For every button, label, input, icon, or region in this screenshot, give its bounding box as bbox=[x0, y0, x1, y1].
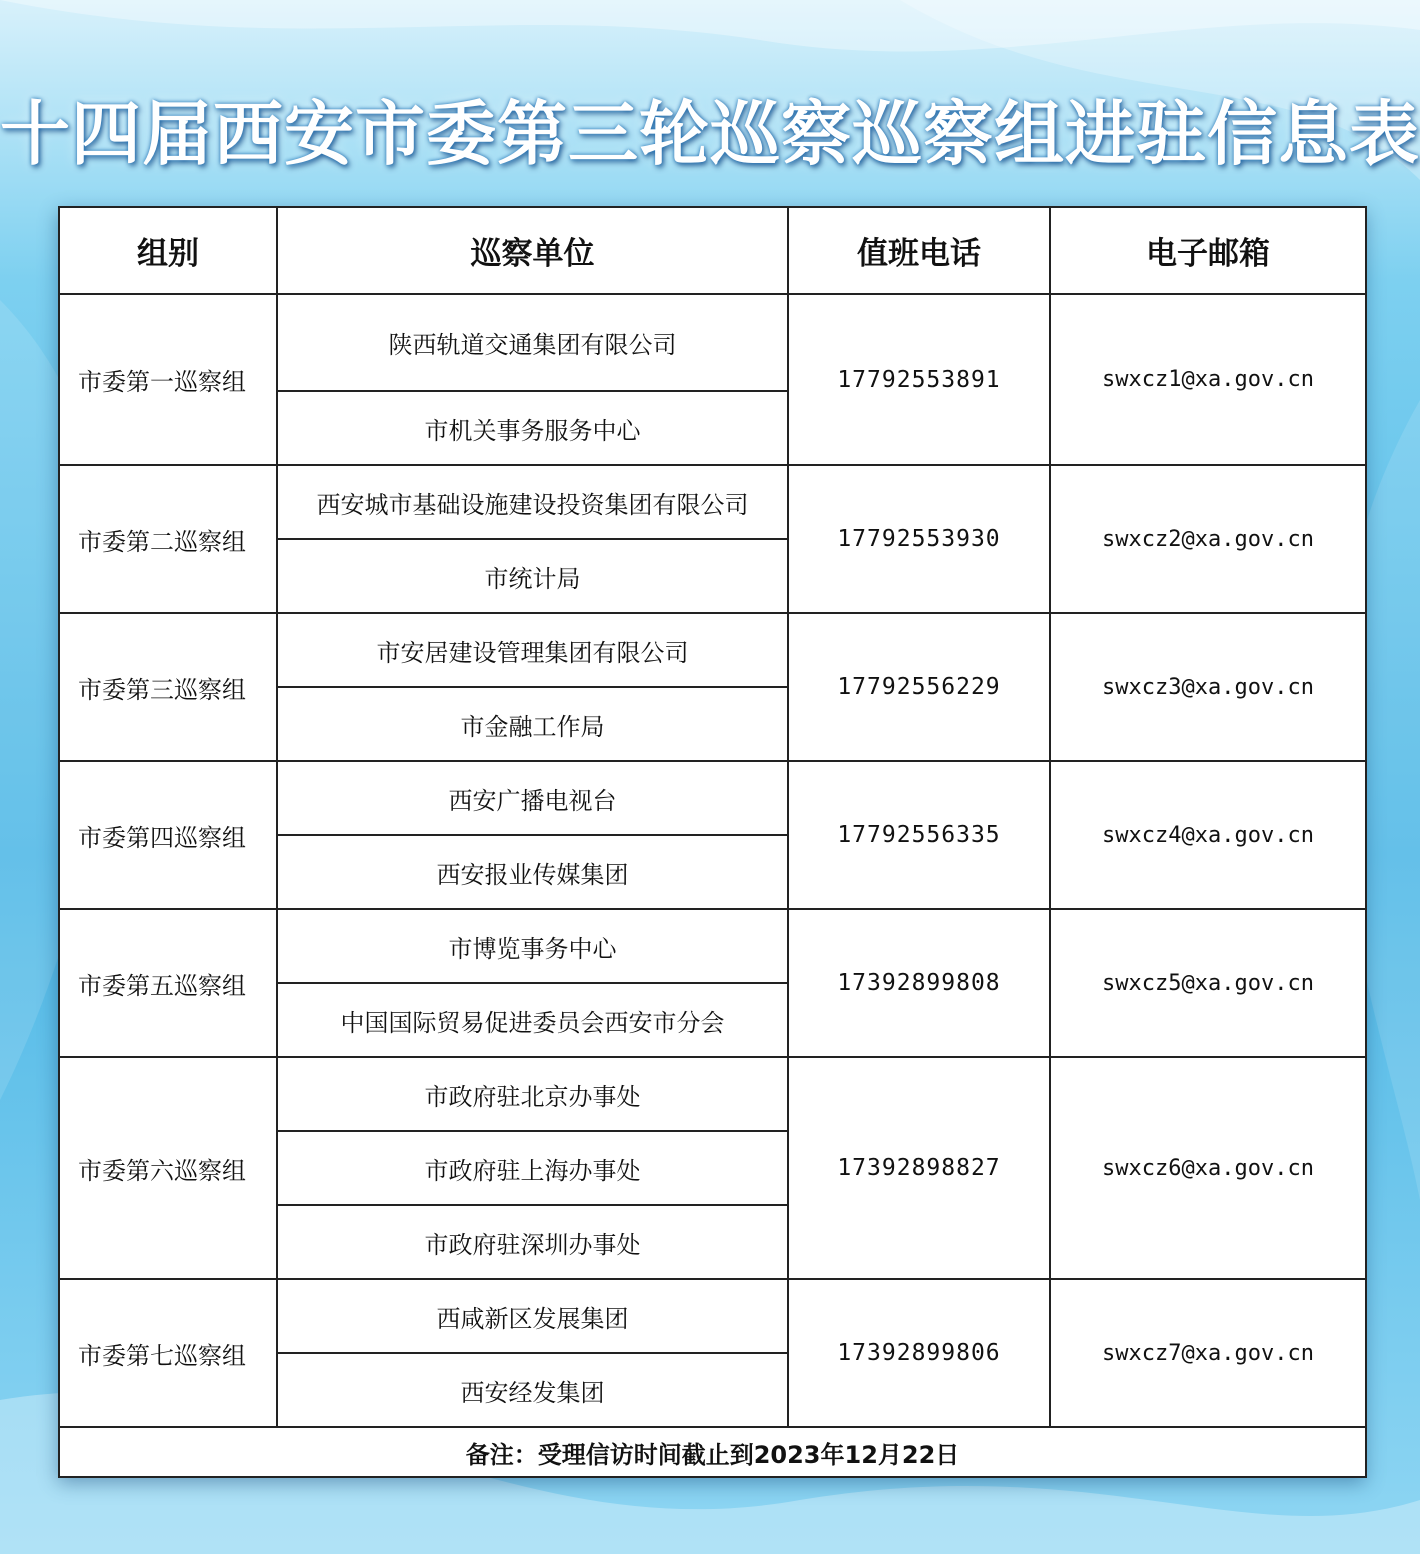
email-address: swxcz7@xa.gov.cn bbox=[1050, 1279, 1366, 1427]
duty-phone: 17392898827 bbox=[788, 1057, 1050, 1279]
table-row bbox=[59, 1057, 1366, 1131]
header-row bbox=[59, 207, 1366, 294]
duty-phone: 17392899808 bbox=[788, 909, 1050, 1057]
email-address: swxcz1@xa.gov.cn bbox=[1050, 294, 1366, 465]
page-title: 十四届西安市委第三轮巡察巡察组进驻信息表 bbox=[0, 93, 1420, 175]
group-name: 市委第五巡察组 bbox=[59, 909, 277, 1057]
unit-name: 中国国际贸易促进委员会西安市分会 bbox=[277, 983, 788, 1057]
unit-name: 西咸新区发展集团 bbox=[277, 1279, 788, 1353]
table-row bbox=[59, 909, 1366, 983]
info-table-container bbox=[58, 206, 1365, 1477]
duty-phone: 17792556229 bbox=[788, 613, 1050, 761]
unit-name: 市政府驻上海办事处 bbox=[277, 1131, 788, 1205]
note-row bbox=[59, 1427, 1366, 1477]
table-row bbox=[59, 1279, 1366, 1353]
unit-name: 西安经发集团 bbox=[277, 1353, 788, 1427]
table-body bbox=[59, 294, 1366, 1427]
group-name: 市委第四巡察组 bbox=[59, 761, 277, 909]
header-group: 组别 bbox=[59, 207, 277, 294]
unit-name: 市博览事务中心 bbox=[277, 909, 788, 983]
email-address: swxcz3@xa.gov.cn bbox=[1050, 613, 1366, 761]
header-unit: 巡察单位 bbox=[277, 207, 788, 294]
group-name: 市委第七巡察组 bbox=[59, 1279, 277, 1427]
unit-name: 市安居建设管理集团有限公司 bbox=[277, 613, 788, 687]
header-phone: 值班电话 bbox=[788, 207, 1050, 294]
unit-name: 陕西轨道交通集团有限公司 bbox=[277, 294, 788, 391]
group-name: 市委第二巡察组 bbox=[59, 465, 277, 613]
table-row bbox=[59, 294, 1366, 391]
group-name: 市委第一巡察组 bbox=[59, 294, 277, 465]
header-email: 电子邮箱 bbox=[1050, 207, 1366, 294]
group-name: 市委第三巡察组 bbox=[59, 613, 277, 761]
unit-name: 西安报业传媒集团 bbox=[277, 835, 788, 909]
duty-phone: 17792553930 bbox=[788, 465, 1050, 613]
email-address: swxcz6@xa.gov.cn bbox=[1050, 1057, 1366, 1279]
email-address: swxcz2@xa.gov.cn bbox=[1050, 465, 1366, 613]
table-row bbox=[59, 761, 1366, 835]
unit-name: 市机关事务服务中心 bbox=[277, 391, 788, 465]
unit-name: 市政府驻北京办事处 bbox=[277, 1057, 788, 1131]
group-name: 市委第六巡察组 bbox=[59, 1057, 277, 1279]
duty-phone: 17792556335 bbox=[788, 761, 1050, 909]
table-row bbox=[59, 613, 1366, 687]
table-row bbox=[59, 465, 1366, 539]
unit-name: 西安广播电视台 bbox=[277, 761, 788, 835]
email-address: swxcz5@xa.gov.cn bbox=[1050, 909, 1366, 1057]
unit-name: 西安城市基础设施建设投资集团有限公司 bbox=[277, 465, 788, 539]
info-table bbox=[58, 206, 1367, 1478]
note-text: 备注：受理信访时间截止到2023年12月22日 bbox=[59, 1427, 1366, 1477]
unit-name: 市政府驻深圳办事处 bbox=[277, 1205, 788, 1279]
email-address: swxcz4@xa.gov.cn bbox=[1050, 761, 1366, 909]
unit-name: 市统计局 bbox=[277, 539, 788, 613]
duty-phone: 17792553891 bbox=[788, 294, 1050, 465]
unit-name: 市金融工作局 bbox=[277, 687, 788, 761]
duty-phone: 17392899806 bbox=[788, 1279, 1050, 1427]
